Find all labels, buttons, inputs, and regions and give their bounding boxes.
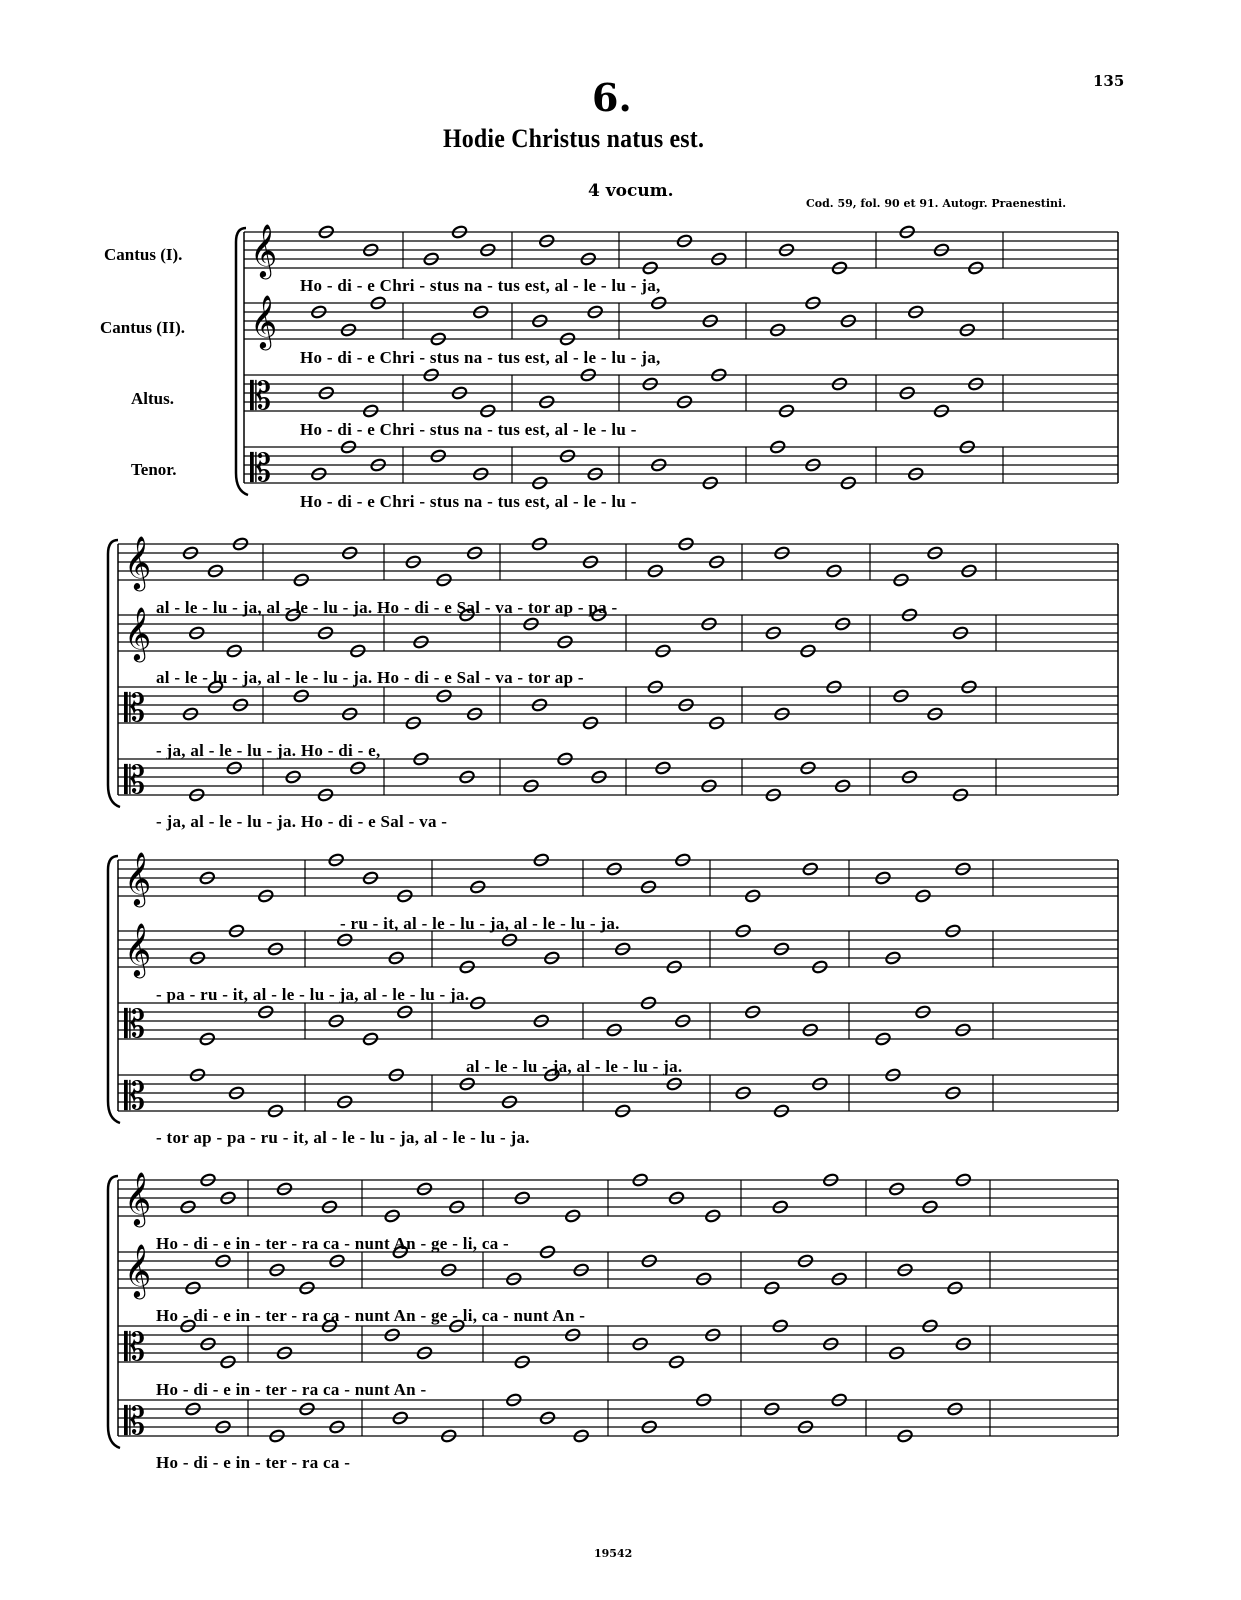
lyric-s4-altus: Ho - di - e in - ter - ra ca - nunt An - (156, 1380, 427, 1399)
source-note: Cod. 59, fol. 90 et 91. Autogr. Praenestini. (806, 197, 1067, 210)
c-clef-icon: 𝄡 (124, 1074, 146, 1118)
treble-clef-icon: 𝄞 (250, 223, 278, 277)
treble-clef-icon: 𝄞 (124, 606, 152, 660)
c-clef-icon: 𝄡 (124, 1002, 146, 1046)
voices-count: 4 vocum. (588, 181, 674, 201)
lyric-s2-cantus-2: al - le - lu - ja, al - le - lu - ja. Ho - di - e Sal - va - tor ap - (156, 668, 584, 687)
lyric-s2-cantus-1: al - le - lu - ja, al - le - lu - ja. Ho - di - e Sal - va - tor ap - pa - (156, 598, 618, 617)
plate-number: 19542 (594, 1547, 633, 1560)
treble-clef-icon: 𝄞 (124, 1171, 152, 1225)
lyric-s2-altus: - ja, al - le - lu - ja. Ho - di - e, (156, 741, 381, 760)
lyric-s3-altus: al - le - lu - ja, al - le - lu - ja. (466, 1057, 683, 1076)
c-clef-icon: 𝄡 (124, 758, 146, 802)
lyric-s3-cantus-1: - ru - it, al - le - lu - ja, al - le - lu - ja. (340, 914, 620, 933)
lyric-s1-cantus-1: Ho - di - e Chri - stus na - tus est, al - le - lu - ja, (300, 276, 661, 295)
treble-clef-icon: 𝄞 (124, 922, 152, 976)
piece-title: Hodie Christus natus est. (443, 124, 705, 153)
treble-clef-icon: 𝄞 (124, 851, 152, 905)
piece-number: 6. (592, 75, 632, 120)
lyric-s4-cantus-2: Ho - di - e in - ter - ra ca - nunt An - ge - li, ca - nunt An - (156, 1306, 586, 1325)
lyric-s4-tenor: Ho - di - e in - ter - ra ca - (156, 1453, 351, 1472)
treble-clef-icon: 𝄞 (250, 294, 278, 348)
treble-clef-icon: 𝄞 (124, 1243, 152, 1297)
lyric-s2-tenor: - ja, al - le - lu - ja. Ho - di - e Sal - va - (156, 812, 448, 831)
voice-name-tenor: Tenor. (131, 460, 177, 479)
c-clef-icon: 𝄡 (124, 1325, 146, 1369)
lyric-s1-altus: Ho - di - e Chri - stus na - tus est, al - le - lu - (300, 420, 637, 439)
lyric-s4-cantus-1: Ho - di - e in - ter - ra ca - nunt An - ge - li, ca - (156, 1234, 510, 1253)
page-number: 135 (1093, 72, 1125, 90)
c-clef-icon: 𝄡 (124, 1399, 146, 1443)
lyric-s3-tenor: - tor ap - pa - ru - it, al - le - lu - ja, al - le - lu - ja. (156, 1128, 530, 1147)
treble-clef-icon: 𝄞 (124, 535, 152, 589)
voice-name-cantus-2: Cantus (II). (100, 318, 186, 337)
c-clef-icon: 𝄡 (124, 686, 146, 730)
c-clef-icon: 𝄡 (250, 374, 272, 418)
lyric-s1-tenor: Ho - di - e Chri - stus na - tus est, al - le - lu - (300, 492, 637, 511)
lyric-s3-cantus-2: - pa - ru - it, al - le - lu - ja, al - le - lu - ja. (156, 985, 470, 1004)
c-clef-icon: 𝄡 (250, 446, 272, 490)
voice-name-cantus-1: Cantus (I). (104, 245, 183, 264)
lyric-s1-cantus-2: Ho - di - e Chri - stus na - tus est, al - le - lu - ja, (300, 348, 661, 367)
voice-name-altus: Altus. (131, 389, 174, 408)
